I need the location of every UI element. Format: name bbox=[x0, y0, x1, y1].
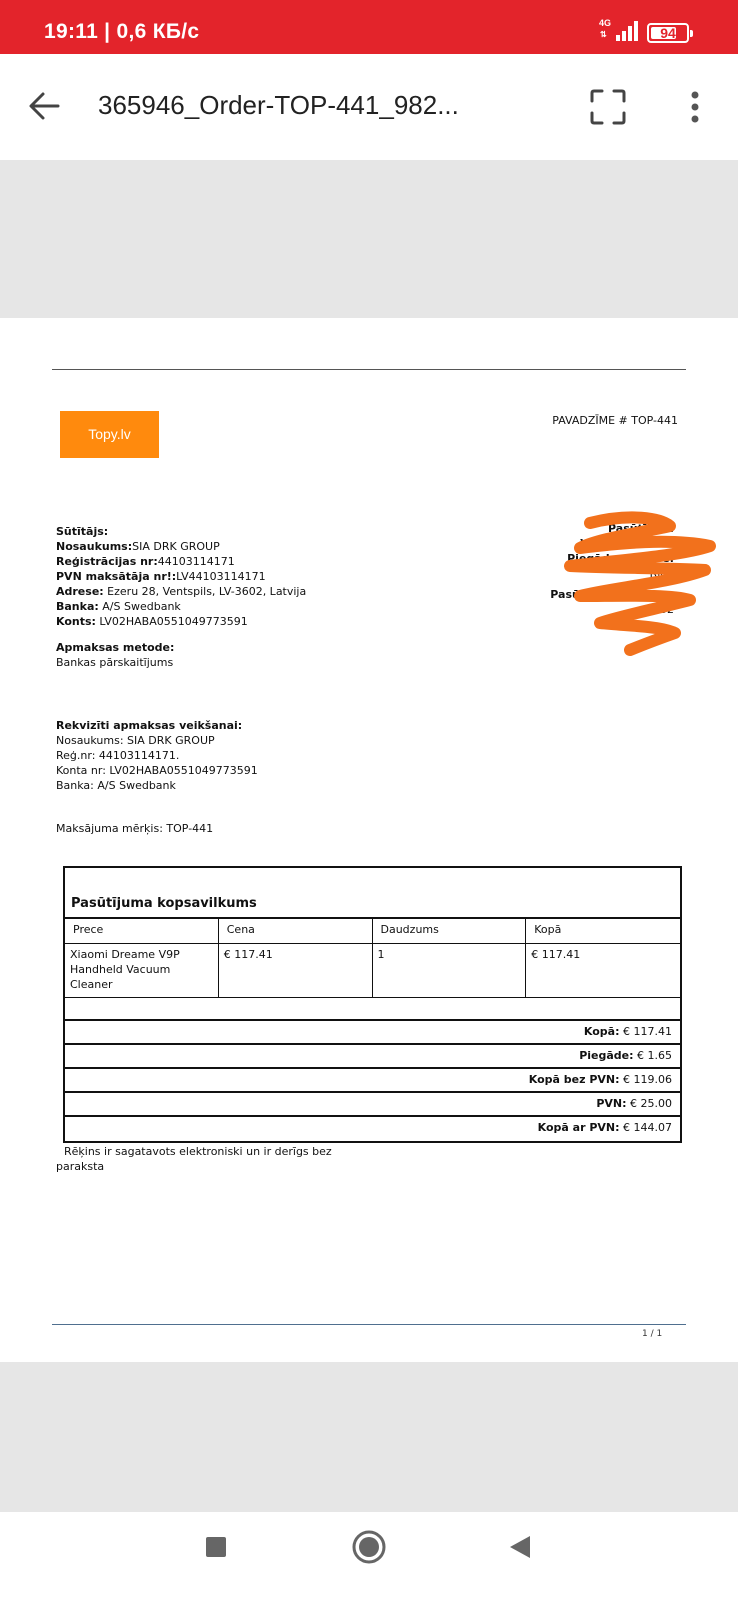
grand-total-label: Kopā ar PVN: bbox=[537, 1121, 620, 1134]
back-triangle-icon[interactable] bbox=[508, 1534, 532, 1564]
payment-details-heading: Rekvizīti apmaksas veikšanai: bbox=[56, 719, 243, 732]
network-type: 4G bbox=[599, 18, 612, 28]
column-header-total: Kopā bbox=[534, 923, 562, 936]
sender-address-label: Adrese: bbox=[56, 585, 104, 598]
payment-details-line: Nosaukums: SIA DRK GROUP bbox=[56, 734, 215, 747]
status-bar bbox=[0, 0, 738, 54]
header-divider bbox=[52, 369, 686, 370]
sender-name-label: Nosaukums: bbox=[56, 540, 133, 553]
pdf-page bbox=[0, 318, 738, 1362]
footer-note-line: Rēķins ir sagatavots elektroniski un ir derīgs bez bbox=[64, 1145, 332, 1158]
sender-bank-label: Banka: bbox=[56, 600, 99, 613]
sender-heading: Sūtītājs: bbox=[56, 525, 109, 538]
document-title: 365946_Order-TOP-441_982... bbox=[98, 90, 459, 120]
column-header-price: Cena bbox=[219, 919, 373, 943]
navigation-bar bbox=[0, 1512, 738, 1600]
subtotal-no-vat-row bbox=[65, 1069, 680, 1093]
total-label: Kopā: bbox=[583, 1025, 620, 1038]
grand-total-value: € 144.07 bbox=[619, 1121, 672, 1134]
company-logo: Topy.lv bbox=[60, 411, 159, 458]
signal-icon bbox=[616, 21, 640, 41]
sender-account: LV02HABA0551049773591 bbox=[95, 615, 248, 628]
payment-method-label: Apmaksas metode: bbox=[56, 641, 175, 654]
table-row bbox=[65, 944, 680, 998]
footer-note bbox=[56, 1144, 332, 1174]
payment-details-line: Reģ.nr: 44103114171. bbox=[56, 749, 180, 762]
footer-note-line: paraksta bbox=[56, 1160, 105, 1173]
redaction-scribble bbox=[560, 508, 720, 658]
footer-divider bbox=[52, 1324, 686, 1325]
sender-address: Ezeru 28, Ventspils, LV-3602, Latvija bbox=[103, 585, 307, 598]
item-price: € 117.41 bbox=[219, 944, 373, 997]
network-indicator bbox=[599, 18, 612, 39]
sender-vat: LV44103114171 bbox=[176, 570, 266, 583]
sender-bank: A/S Swedbank bbox=[98, 600, 181, 613]
total-value: € 117.41 bbox=[619, 1025, 672, 1038]
vat-label: PVN: bbox=[596, 1097, 627, 1110]
data-arrows-icon: ⇅ bbox=[600, 30, 607, 39]
invoice-number: PAVADZĪME # TOP-441 bbox=[552, 414, 678, 427]
sender-account-label: Konts: bbox=[56, 615, 96, 628]
subtotal-no-vat-value: € 119.06 bbox=[619, 1073, 672, 1086]
status-time: 19:11 | 0,6 КБ/с bbox=[44, 20, 200, 43]
summary-title: Pasūtījuma kopsavilkums bbox=[65, 868, 680, 919]
fullscreen-icon[interactable] bbox=[588, 87, 628, 127]
recipient-date-label: Pasūtījuma datums: bbox=[550, 588, 674, 601]
vat-value: € 25.00 bbox=[626, 1097, 672, 1110]
column-header-quantity: Daudzums bbox=[373, 919, 527, 943]
recipient-delivery-label: Piegādes adrese: bbox=[567, 552, 674, 565]
battery-icon bbox=[647, 23, 689, 43]
table-spacer-row bbox=[65, 998, 680, 1021]
total-row bbox=[65, 1021, 680, 1045]
delivery-row bbox=[65, 1045, 680, 1069]
payment-details-block bbox=[56, 718, 258, 793]
recipient-heading: Pasūtītājs: bbox=[608, 522, 674, 535]
sender-vat-label: PVN maksātāja nr!: bbox=[56, 570, 177, 583]
page-number: 1 / 1 bbox=[642, 1329, 663, 1339]
item-total: € 117.41 bbox=[531, 948, 581, 961]
recipient-delivery: Riga bbox=[649, 567, 674, 580]
payment-details-line: Konta nr: LV02HABA0551049773591 bbox=[56, 764, 258, 777]
app-bar bbox=[0, 54, 738, 160]
sender-reg-label: Reģistrācijas nr: bbox=[56, 555, 158, 568]
battery-level: 94 bbox=[660, 25, 676, 41]
recipient-date: ar 202 bbox=[638, 603, 674, 616]
back-arrow-icon[interactable] bbox=[24, 86, 64, 126]
grand-total-row bbox=[65, 1117, 680, 1141]
delivery-label: Piegāde: bbox=[579, 1049, 634, 1062]
payment-method-value: Bankas pārskaitījums bbox=[56, 656, 174, 669]
sender-reg: 44103114171 bbox=[157, 555, 235, 568]
sender-block bbox=[56, 524, 306, 629]
payment-details-line: Banka: A/S Swedbank bbox=[56, 779, 176, 792]
order-summary-table bbox=[63, 866, 682, 1143]
item-quantity: 1 bbox=[373, 944, 527, 997]
vat-row bbox=[65, 1093, 680, 1117]
recipient-name-label: Vārds Uzvārds: bbox=[580, 537, 674, 550]
subtotal-no-vat-label: Kopā bez PVN: bbox=[528, 1073, 620, 1086]
recents-square-icon[interactable] bbox=[204, 1535, 228, 1563]
column-header-product: Prece bbox=[65, 919, 219, 943]
item-product: Xiaomi Dreame V9P Handheld Vacuum Cleaner bbox=[65, 944, 219, 997]
delivery-value: € 1.65 bbox=[633, 1049, 672, 1062]
table-header-row bbox=[65, 919, 680, 944]
payment-purpose: Maksājuma mērķis: TOP-441 bbox=[56, 822, 214, 835]
home-circle-icon[interactable] bbox=[351, 1529, 387, 1569]
payment-method-block bbox=[56, 640, 174, 670]
more-options-icon[interactable] bbox=[680, 87, 710, 127]
sender-name: SIA DRK GROUP bbox=[132, 540, 220, 553]
